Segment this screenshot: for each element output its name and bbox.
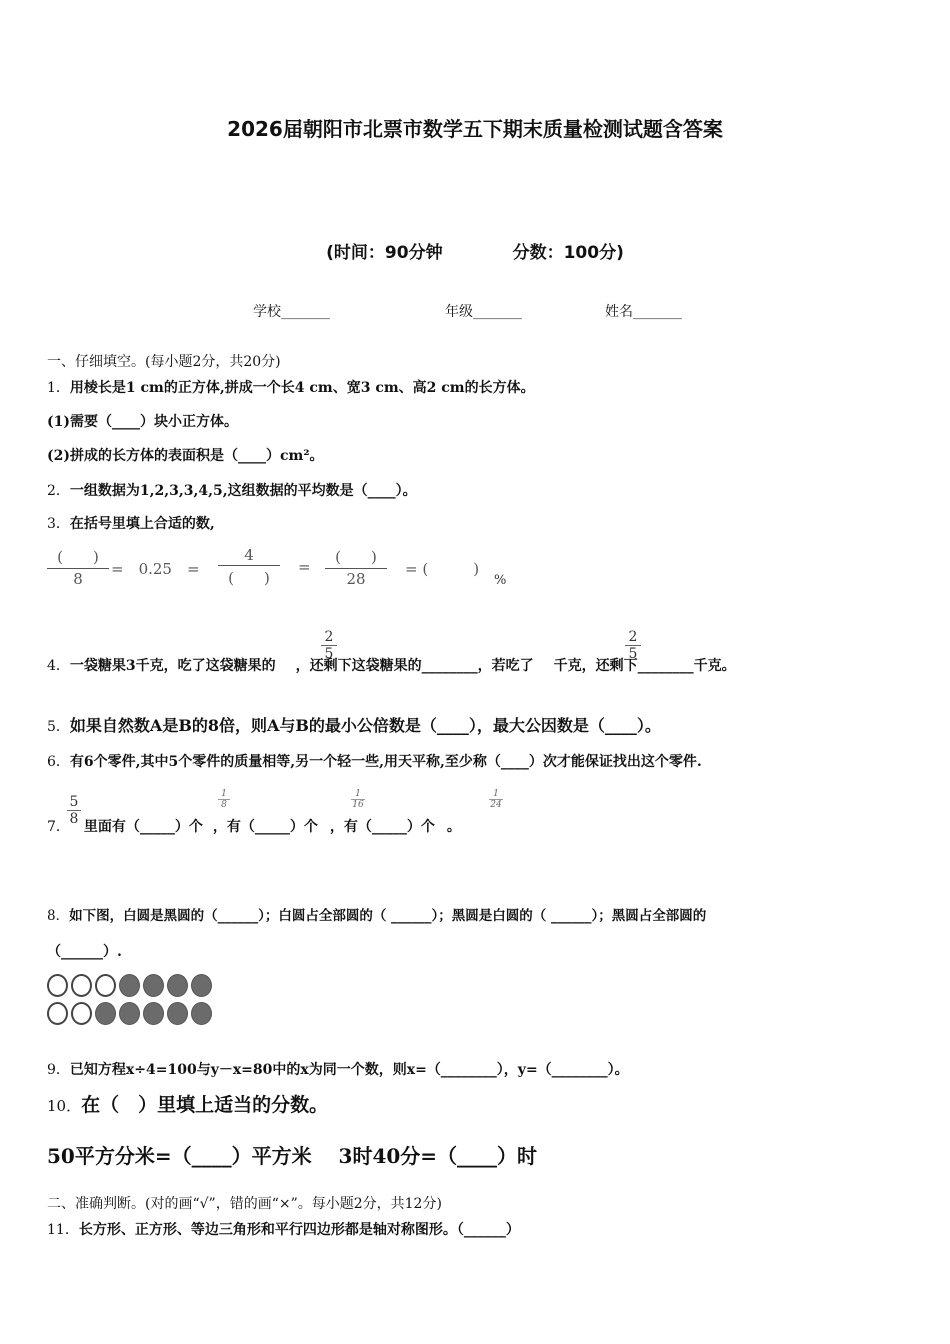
- fraction-two-fifths: [321, 629, 337, 662]
- question-number: 9．: [47, 1062, 70, 1078]
- name-field: 姓名_______: [605, 304, 682, 320]
- fraction-two-fifths: [625, 629, 641, 662]
- fraction-one-twenty-fourth: [489, 789, 503, 810]
- question-9: [47, 1059, 629, 1079]
- question-8-continued: （______）.: [47, 944, 122, 960]
- section-2-heading: 二、准确判断。(对的画“√”，错的画“×”。每小题2分，共12分): [47, 1196, 442, 1212]
- question-number: 6．: [47, 754, 70, 770]
- fraction-denominator: 28: [346, 570, 366, 588]
- circle-row-2: [47, 1002, 212, 1025]
- question-text: 一组数据为1,2,3,3,4,5,这组数据的平均数是（____）。: [69, 483, 417, 499]
- question-text: 用棱长是1 cm的正方体,拼成一个长4 cm、宽3 cm、高2 cm的长方体。: [69, 380, 535, 396]
- grade-field: 年级_______: [445, 304, 522, 320]
- fraction-numerator: ( ): [57, 548, 99, 566]
- section-1-heading: 一、仔细填空。(每小题2分，共20分): [47, 354, 281, 370]
- equals-decimal: = 0.25 =: [111, 560, 200, 578]
- fraction-denominator: 8: [73, 570, 83, 588]
- question-end-mark: 。: [446, 819, 461, 835]
- question-number: 11．: [47, 1222, 79, 1238]
- page-title: 2026届朝阳市北票市数学五下期末质量检测试题含答案: [227, 117, 723, 141]
- black-circle: [143, 974, 164, 997]
- question-2: [47, 480, 417, 500]
- black-circle: [191, 974, 212, 997]
- question-number: 3．: [47, 516, 70, 532]
- question-3: [47, 513, 215, 533]
- question-text-part-2: ，有（_____）个: [212, 819, 318, 835]
- school-field: 学校_______: [253, 304, 330, 320]
- question-5: [47, 713, 661, 736]
- fraction-five-eighths: [67, 794, 81, 827]
- fraction-denominator: 5: [324, 646, 334, 662]
- black-circle: [95, 1002, 116, 1025]
- circle-row-1: [47, 974, 212, 997]
- question-7: [47, 816, 461, 836]
- fraction-numerator: 1: [221, 789, 227, 799]
- fraction-denominator: 5: [628, 646, 638, 662]
- question-number: 8．: [47, 908, 70, 924]
- black-circle: [119, 974, 140, 997]
- question-6: [47, 751, 702, 771]
- question-text: 如果自然数A是B的8倍，则A与B的最小公倍数是（____），最大公因数是（____）。: [69, 716, 661, 735]
- question-number: 5．: [47, 719, 70, 735]
- question-text-part-3: ，有（_____）个: [329, 819, 435, 835]
- white-circle: [71, 974, 92, 997]
- question-10-line-2: 50平方分米=（____）平方米 3时40分=（____）时: [47, 1144, 538, 1168]
- question-10: [47, 1090, 328, 1117]
- question-8: [47, 904, 706, 924]
- question-text-part-3: 千克，还剩下________千克。: [553, 658, 736, 674]
- black-circle: [119, 1002, 140, 1025]
- question-1: [47, 377, 535, 397]
- white-circle: [47, 1002, 68, 1025]
- question-text: 一袋糖果3千克，吃了这袋糖果的: [69, 658, 276, 674]
- question-text: 里面有（_____）个: [83, 819, 203, 835]
- black-circle: [191, 1002, 212, 1025]
- white-circle: [71, 1002, 92, 1025]
- question-number: 1．: [47, 380, 70, 396]
- black-circle: [143, 1002, 164, 1025]
- black-circle: [167, 1002, 188, 1025]
- black-circle: [167, 974, 188, 997]
- question-text: 有6个零件,其中5个零件的质量相等,另一个轻一些,用天平称,至少称（____）次才能保证找出这个零件.: [69, 754, 702, 770]
- fraction-denominator: 24: [490, 800, 502, 810]
- fraction-numerator: ( ): [335, 548, 377, 566]
- score-label: 分数：100分): [512, 243, 624, 263]
- time-label: (时间：90分钟: [326, 243, 443, 263]
- fraction-one-eighth: [218, 789, 230, 810]
- fraction-numerator: 1: [355, 789, 361, 799]
- fraction-denominator: ( ): [228, 569, 270, 587]
- fraction-4-over-blank: [218, 546, 280, 588]
- equals-percent-blank: = ( ): [405, 560, 480, 578]
- question-text-part-2: ，还剩下这袋糖果的________，若吃了: [295, 658, 534, 674]
- percent-sign: %: [494, 573, 507, 588]
- fraction-blank-over-8: [47, 546, 109, 588]
- question-text: 已知方程x÷4=100与y－x=80中的x为同一个数，则x=（________），y=（________）。: [69, 1062, 629, 1078]
- circle-diagram: [47, 974, 212, 1030]
- fraction-numerator: 1: [493, 789, 499, 799]
- fraction-numerator: 2: [324, 629, 334, 645]
- white-circle: [47, 974, 68, 997]
- fraction-numerator: 2: [628, 629, 638, 645]
- fraction-denominator: 8: [69, 811, 79, 827]
- question-text: 如下图，白圆是黑圆的（______）；白圆占全部圆的（ ______）；黑圆是白圆的（ ______）；黑圆占全部圆的: [69, 908, 707, 924]
- fraction-numerator: 4: [244, 546, 254, 564]
- question-number: 2．: [47, 483, 70, 499]
- question-number: 7．: [47, 819, 70, 835]
- question-text: 长方形、正方形、等边三角形和平行四边形都是轴对称图形。（______）: [78, 1222, 520, 1238]
- question-text: 在（ ）里填上适当的分数。: [81, 1094, 329, 1116]
- question-number: 10．: [47, 1097, 82, 1115]
- question-number: 4．: [47, 658, 70, 674]
- fraction-denominator: 16: [352, 800, 364, 810]
- exam-meta: [0, 238, 950, 263]
- fraction-one-sixteenth: [351, 789, 365, 810]
- white-circle: [95, 974, 116, 997]
- fraction-blank-over-28: [325, 546, 387, 588]
- question-1-part-1: (1)需要（____）块小正方体。: [47, 414, 238, 430]
- question-11: [47, 1219, 520, 1239]
- question-1-part-2: (2)拼成的长方体的表面积是（____）cm²。: [47, 448, 324, 464]
- question-text: 在括号里填上合适的数,: [69, 516, 215, 532]
- fraction-denominator: 8: [221, 800, 227, 810]
- fraction-numerator: 5: [69, 794, 79, 810]
- equals-sign: =: [298, 558, 311, 576]
